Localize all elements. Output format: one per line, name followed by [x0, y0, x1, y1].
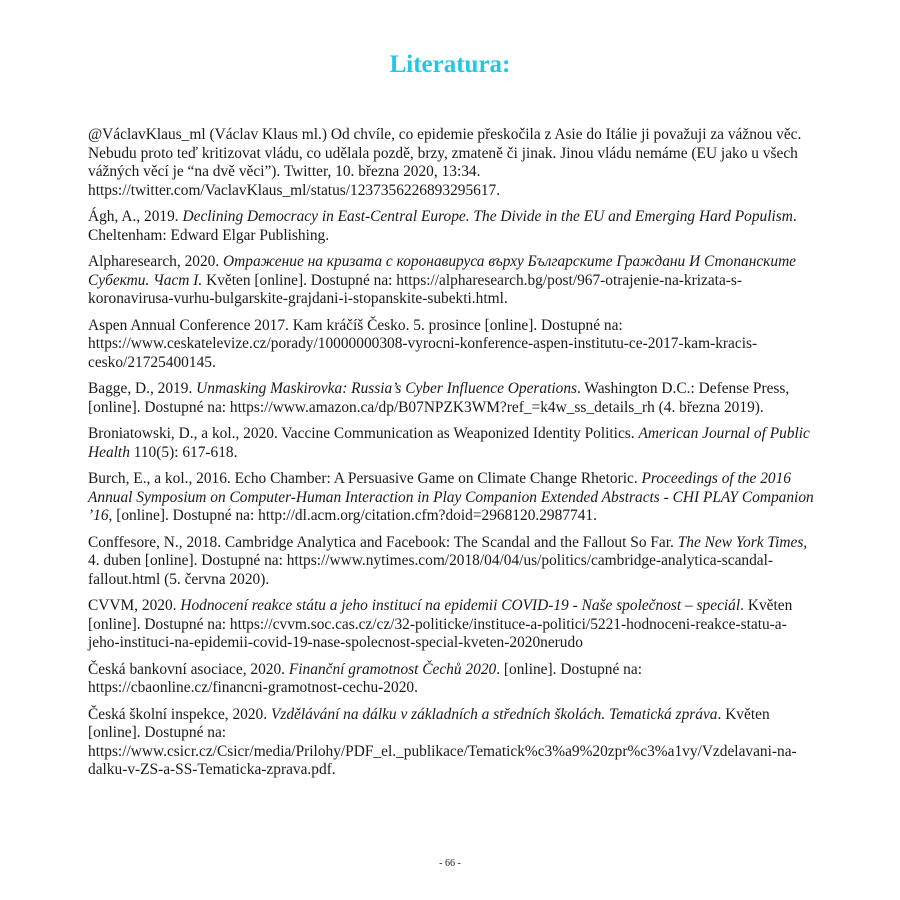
reference-entry: [88, 597, 818, 653]
reference-italic-text: Declining Democracy in East-Central Europe. The Divide in the EU and Emerging Hard Populism: [182, 208, 793, 225]
reference-text: 110(5): 617-618.: [129, 443, 238, 461]
reference-text: Burch, E., a kol., 2016. Echo Chamber: A Persuasive Game on Climate Change Rhetoric.: [88, 470, 642, 487]
reference-entry: [88, 126, 818, 200]
reference-text: Květen [online]. Dostupné na: https://alpharesearch.bg/post/967-otrajenie-na-krizata-s-koronavirusa-vurhu-bulgarskite-grajdani-i-stopanskite-subekti.html.: [88, 271, 743, 307]
reference-list: [88, 126, 818, 788]
reference-italic-text: Finanční gramotnost Čechů 2020: [288, 660, 497, 678]
reference-text: . Květen [online]. Dostupné na: https://www.csicr.cz/Csicr/media/Prilohy/PDF_el._publikace/Tematick%c3%a9%20zpr%c3%a1vy/Vzdelavani-na-dalku-v-ZS-a-SS-Tematicka-zprava.pdf.: [88, 705, 797, 778]
reference-text: . Washington D.C.: Defense Press, [online]. Dostupné na: https://www.amazon.ca/dp/B07NPZK3WM?ref_=k4w_ss_details_rh (4. března 2019).: [88, 380, 790, 416]
reference-italic-text: American Journal of Public Health: [88, 425, 810, 461]
reference-text: , [online]. Dostupné na: http://dl.acm.org/citation.cfm?doid=2968120.2987741.: [108, 507, 597, 524]
reference-text: . Cheltenham: Edward Elgar Publishing.: [88, 208, 797, 244]
reference-entry: [88, 425, 818, 462]
reference-text: Aspen Annual Conference 2017. Kam kráčíš Česko. 5. prosince [online]. Dostupné na: https://www.ceskatelevize.cz/porady/10000000308-vyrocni-konference-aspen-institutu-ce-2017-kam-kracis-cesko/21725400145.: [88, 316, 758, 371]
reference-text: @VáclavKlaus_ml (Václav Klaus ml.) Od chvíle, co epidemie přeskočila z Asie do Itálie ji považuji za vážnou věc. Nebudu proto teď kritizovat vládu, co udělala pozdě, brzy, zmateně či jinak. Jinou vládu nemáme (EU jako u všech vážných věcí je “na dvě věci”). Twitter, 10. března 2020, 13:34. https://twitter.com/VaclavKlaus_ml/status/1237356226893295617.: [88, 126, 802, 199]
reference-entry: [88, 253, 818, 309]
reference-text: . [online]. Dostupné na: https://cbaonline.cz/financni-gramotnost-cechu-2020.: [88, 660, 642, 696]
reference-text: CVVM, 2020.: [88, 597, 181, 614]
reference-entry: [88, 317, 818, 373]
reference-text: Česká školní inspekce, 2020.: [88, 705, 271, 723]
reference-entry: [88, 661, 818, 698]
reference-text: Česká bankovní asociace, 2020.: [88, 660, 289, 678]
reference-text: Ágh, A., 2019.: [88, 208, 183, 225]
reference-entry: [88, 534, 818, 590]
reference-italic-text: Vzdělávání na dálku v základních a středních školách. Tematická zpráva: [270, 705, 718, 723]
reference-text: 4. duben [online]. Dostupné na: https://www.nytimes.com/2018/04/04/us/politics/cambridge-analytica-scandal-fallout.html (5. června 2020).: [88, 552, 774, 588]
reference-entry: [88, 380, 818, 417]
reference-text: Alpharesearch, 2020.: [88, 253, 224, 270]
reference-italic-text: Отражение на кризата с коронавируса върху Българските Граждани И Стопанските Субекти. Част I.: [88, 253, 797, 289]
reference-italic-text: Unmasking Maskirovka: Russia’s Cyber Influence Operations: [196, 380, 578, 397]
reference-text: Bagge, D., 2019.: [88, 380, 197, 397]
reference-entry: [88, 208, 818, 245]
reference-text: Conffesore, N., 2018. Cambridge Analytica and Facebook: The Scandal and the Fallout So Far.: [88, 533, 678, 551]
reference-italic-text: Proceedings of the 2016 Annual Symposium on Computer-Human Interaction in Play Companion Extended Abstracts - CHI PLAY Companion ’16: [88, 470, 814, 524]
reference-italic-text: The New York Times,: [677, 533, 808, 551]
reference-entry: [88, 706, 818, 780]
reference-italic-text: Hodnocení reakce státu a jeho institucí na epidemii COVID-19 - Naše společnost – speciál: [180, 597, 741, 614]
reference-text: . Květen [online]. Dostupné na: https://cvvm.soc.cas.cz/cz/32-politicke/instituce-a-politici/5221-hodnoceni-reakce-statu-a-jeho-instituci-na-epidemii-covid-19-nase-spolecnost-special-kveten-2020nerudo: [88, 597, 793, 651]
page-number: - 66 -: [439, 858, 461, 869]
reference-entry: [88, 470, 818, 526]
reference-text: Broniatowski, D., a kol., 2020. Vaccine Communication as Weaponized Identity Politics.: [88, 425, 639, 442]
page-title: Literatura:: [389, 51, 511, 78]
